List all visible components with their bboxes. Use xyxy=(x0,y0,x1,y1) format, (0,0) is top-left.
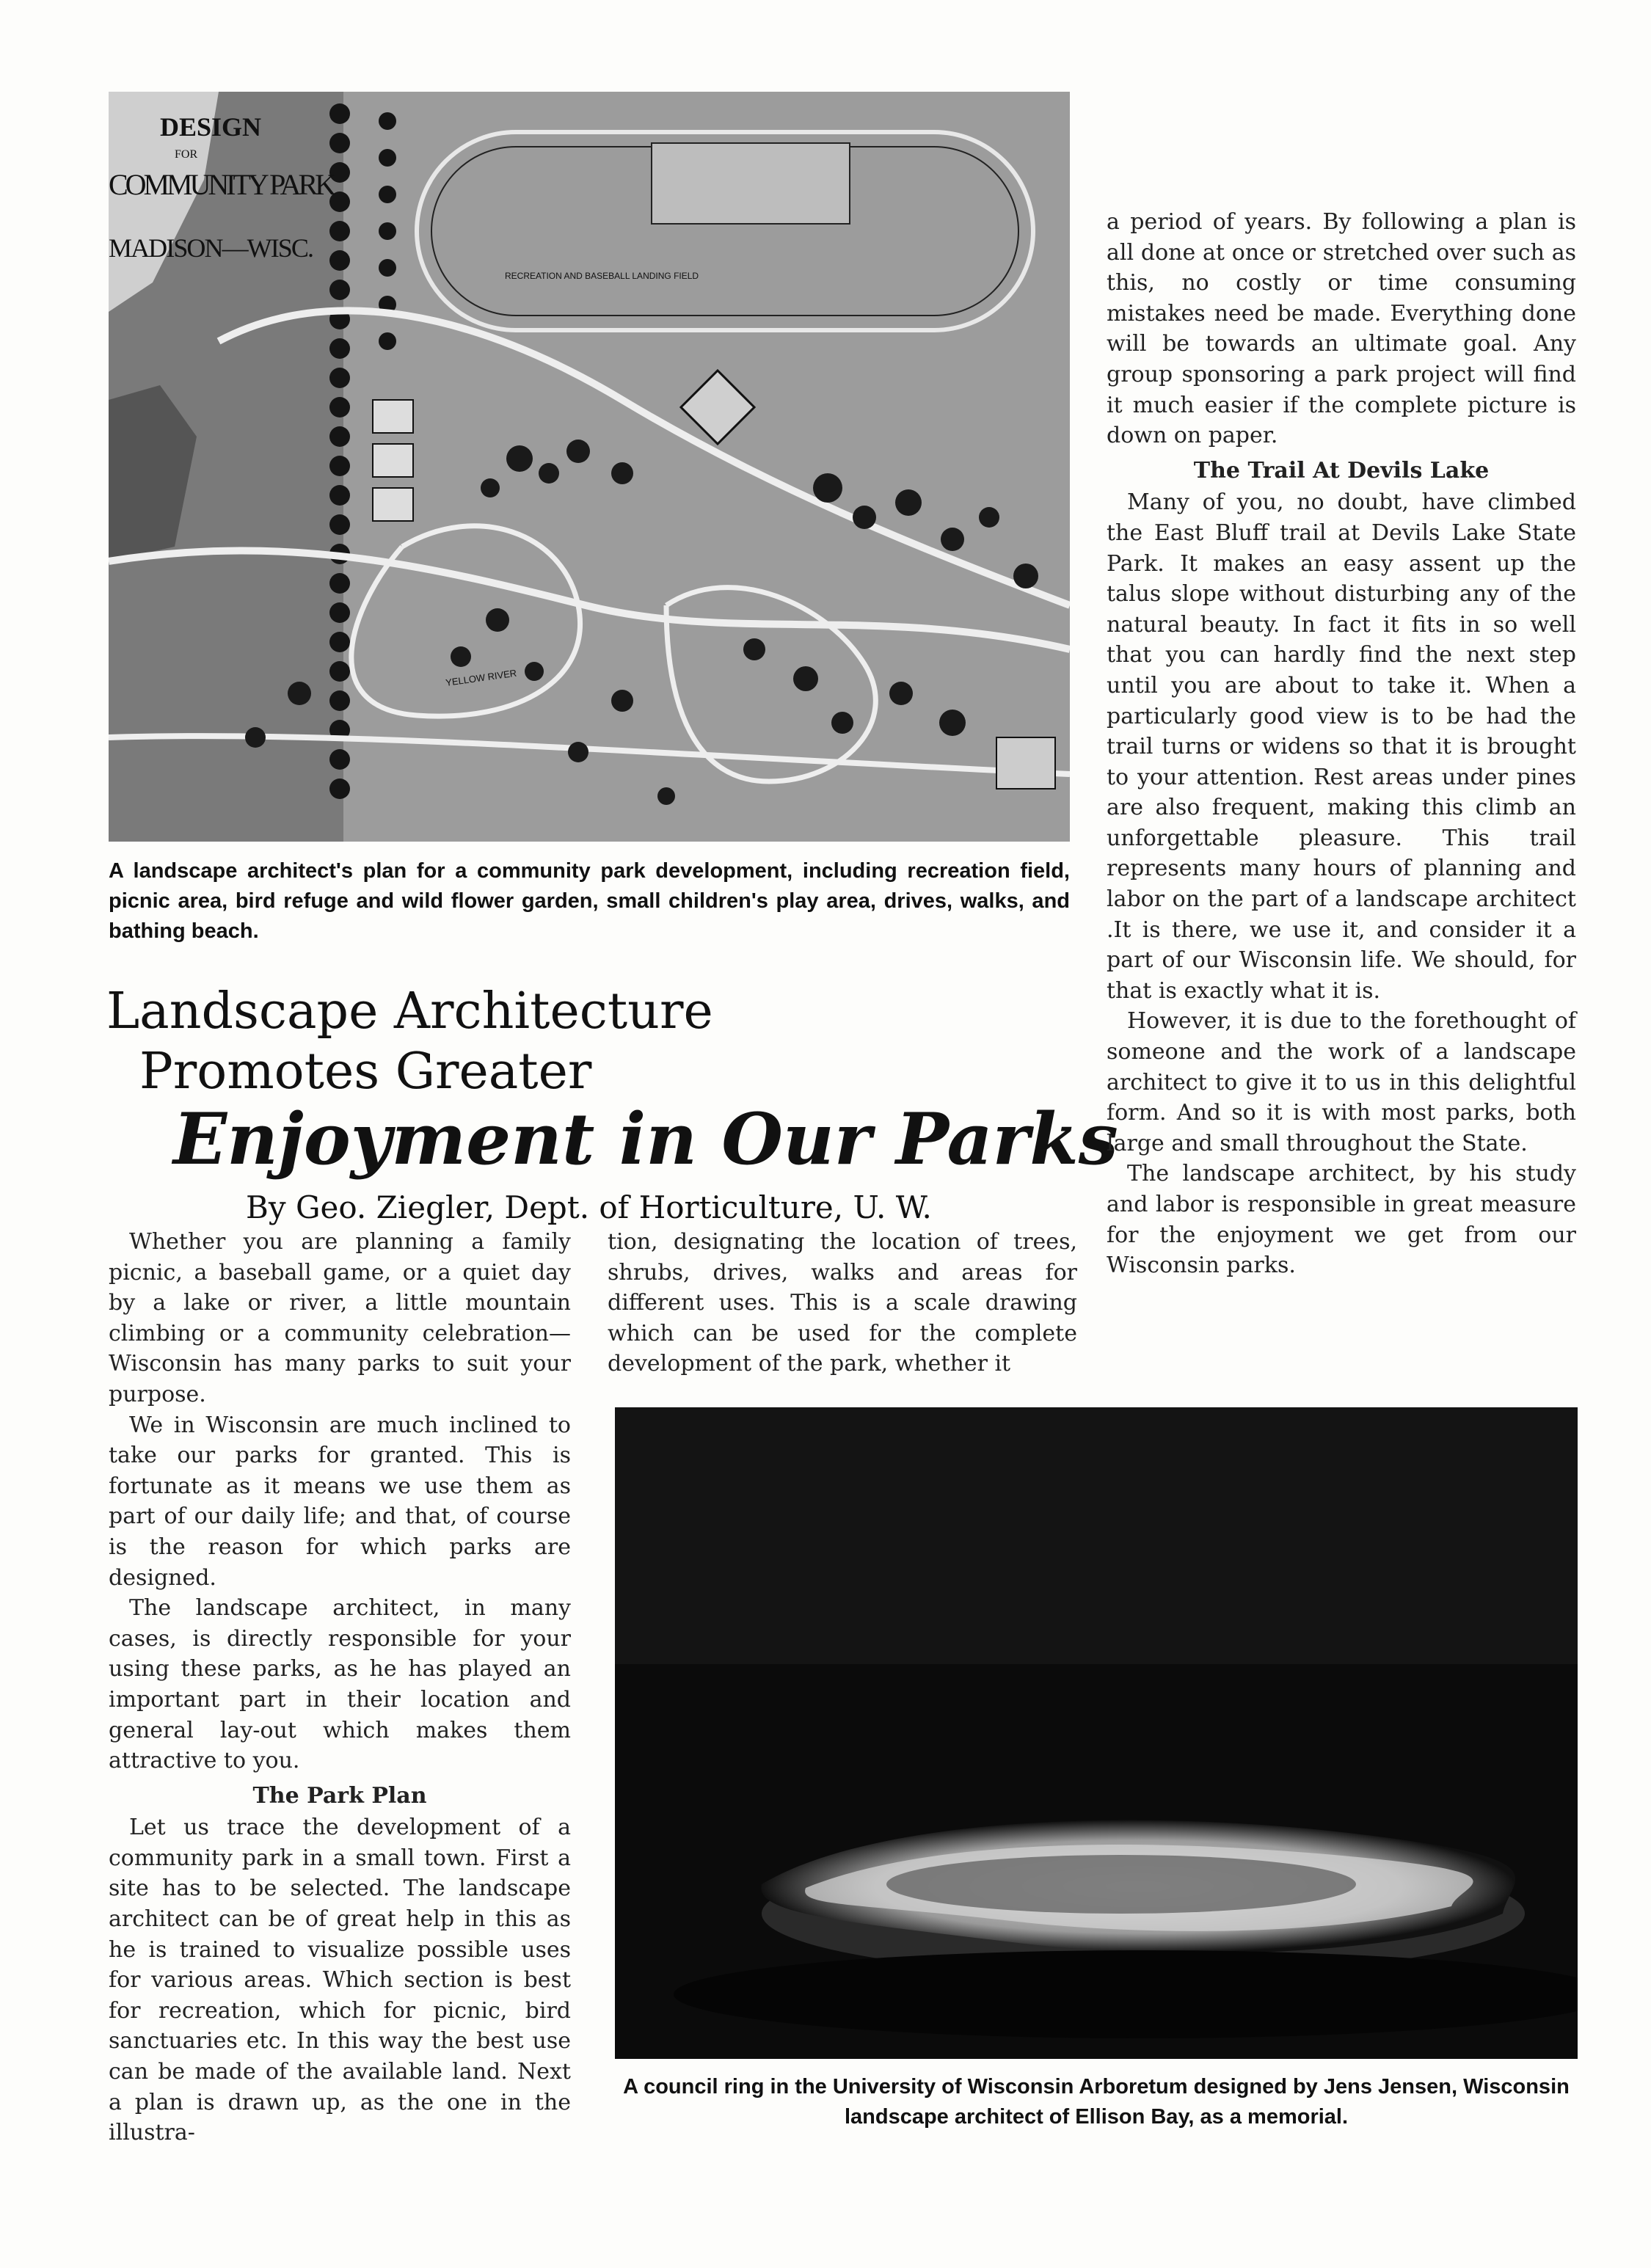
plan-title-line3: COMMUNITY PARK xyxy=(109,168,336,201)
figure1-caption: A landscape architect's plan for a community park development, including recreation field, picnic area, bird refuge and wild flower garden, small children's play area, drives, walks, and bathing beach. xyxy=(109,859,1070,943)
col1-subhead: The Park Plan xyxy=(252,1782,427,1809)
col3-subhead: The Trail At Devils Lake xyxy=(1193,457,1490,484)
col1-paragraph-3: The landscape architect, in many cases, is directly responsible for your using these parks, as he has played an important part in their location and general lay-out which makes them attractive to you. xyxy=(109,1595,571,1774)
plan-field-label: RECREATION AND BASEBALL LANDING FIELD xyxy=(505,271,699,281)
col3-paragraph-2: Many of you, no doubt, have climbed the East Bluff trail at Devils Lake State Park. It makes an easy assent up the talus slope without disturbing any of the natural beauty. In fact it fits in so well that you can hardly find the next step until you are about to take it. When a particularly good view is to be had the trail turns or widens so that it is brought to your attention. Rest areas under pines are also frequent, making this climb an unforgettable pleasure. This trail represents many hours of planning and labor on the part of a landscape architect .It is there, we use it, and consider it a part of our Wisconsin life. We should, for that is exactly what it is. xyxy=(1107,489,1576,1004)
col3-paragraph-3: However, it is due to the forethought of someone and the work of a landscape architect to give it to us in this delightful form. And so it is with most parks, both large and small throughout the State. xyxy=(1107,1008,1576,1156)
col2-paragraph-1: tion, designating the location of trees, shrubs, drives, walks and areas for different uses. This is a scale drawing which can be used for the complete development of the park, whether it xyxy=(608,1229,1077,1377)
col3-paragraph-4: The landscape architect, by his study and labor is responsible in great measure for the enjoyment we get from our Wisconsin parks. xyxy=(1107,1161,1576,1279)
plan-title-line1: DESIGN xyxy=(160,112,262,142)
park-plan-drawing xyxy=(109,92,1070,842)
byline: By Geo. Ziegler, Dept. of Horticulture, U. W. xyxy=(246,1189,932,1225)
plan-title-line2: FOR xyxy=(175,148,198,161)
park-plan-photo xyxy=(109,92,1070,842)
headline-line3: Enjoyment in Our Parks xyxy=(173,1098,1118,1181)
article-column-2 xyxy=(608,1227,1077,1379)
council-ring-photo xyxy=(615,1407,1578,2059)
article-column-1 xyxy=(109,1227,571,2148)
col1-paragraph-4: Let us trace the development of a community park in a small town. First a site has to be selected. The landscape architect can be of great help in this as he is trained to visualize possible uses for various areas. Which section is best for recreation, which for picnic, bird sanctuaries etc. In this way the best use can be made of the available land. Next a plan is drawn up, as the one in the illustra- xyxy=(109,1815,571,2146)
col3-paragraph-1: a period of years. By following a plan is all done at once or stretched over such as this, no costly or time consuming mistakes need be made. Everything done will be towards an ultimate goal. Any group sponsoring a park project will find it much easier if the complete picture is down on paper. xyxy=(1107,209,1576,449)
article-column-3 xyxy=(1107,207,1576,1281)
plan-title-line4: MADISON—WISC. xyxy=(109,233,314,263)
council-ring-image xyxy=(615,1407,1578,2059)
plan-river-label: YELLOW RIVER xyxy=(445,667,517,688)
col1-paragraph-2: We in Wisconsin are much inclined to take our parks for granted. This is fortunate as it means we use them as part of our daily life; and that, of course is the reason for which parks are designed. xyxy=(109,1412,571,1591)
headline-line2: Promotes Greater xyxy=(139,1043,592,1101)
headline-line1: Landscape Architecture xyxy=(106,982,713,1040)
col1-paragraph-1: Whether you are planning a family picnic, a baseball game, or a quiet day by a lake or river, a little mountain climbing or a community celebration—Wisconsin has many parks to suit your purpose. xyxy=(109,1229,571,1407)
figure2-caption: A council ring in the University of Wisconsin Arboretum designed by Jens Jensen, Wisconsin landscape architect of Ellison Bay, as a memorial. xyxy=(623,2075,1570,2129)
